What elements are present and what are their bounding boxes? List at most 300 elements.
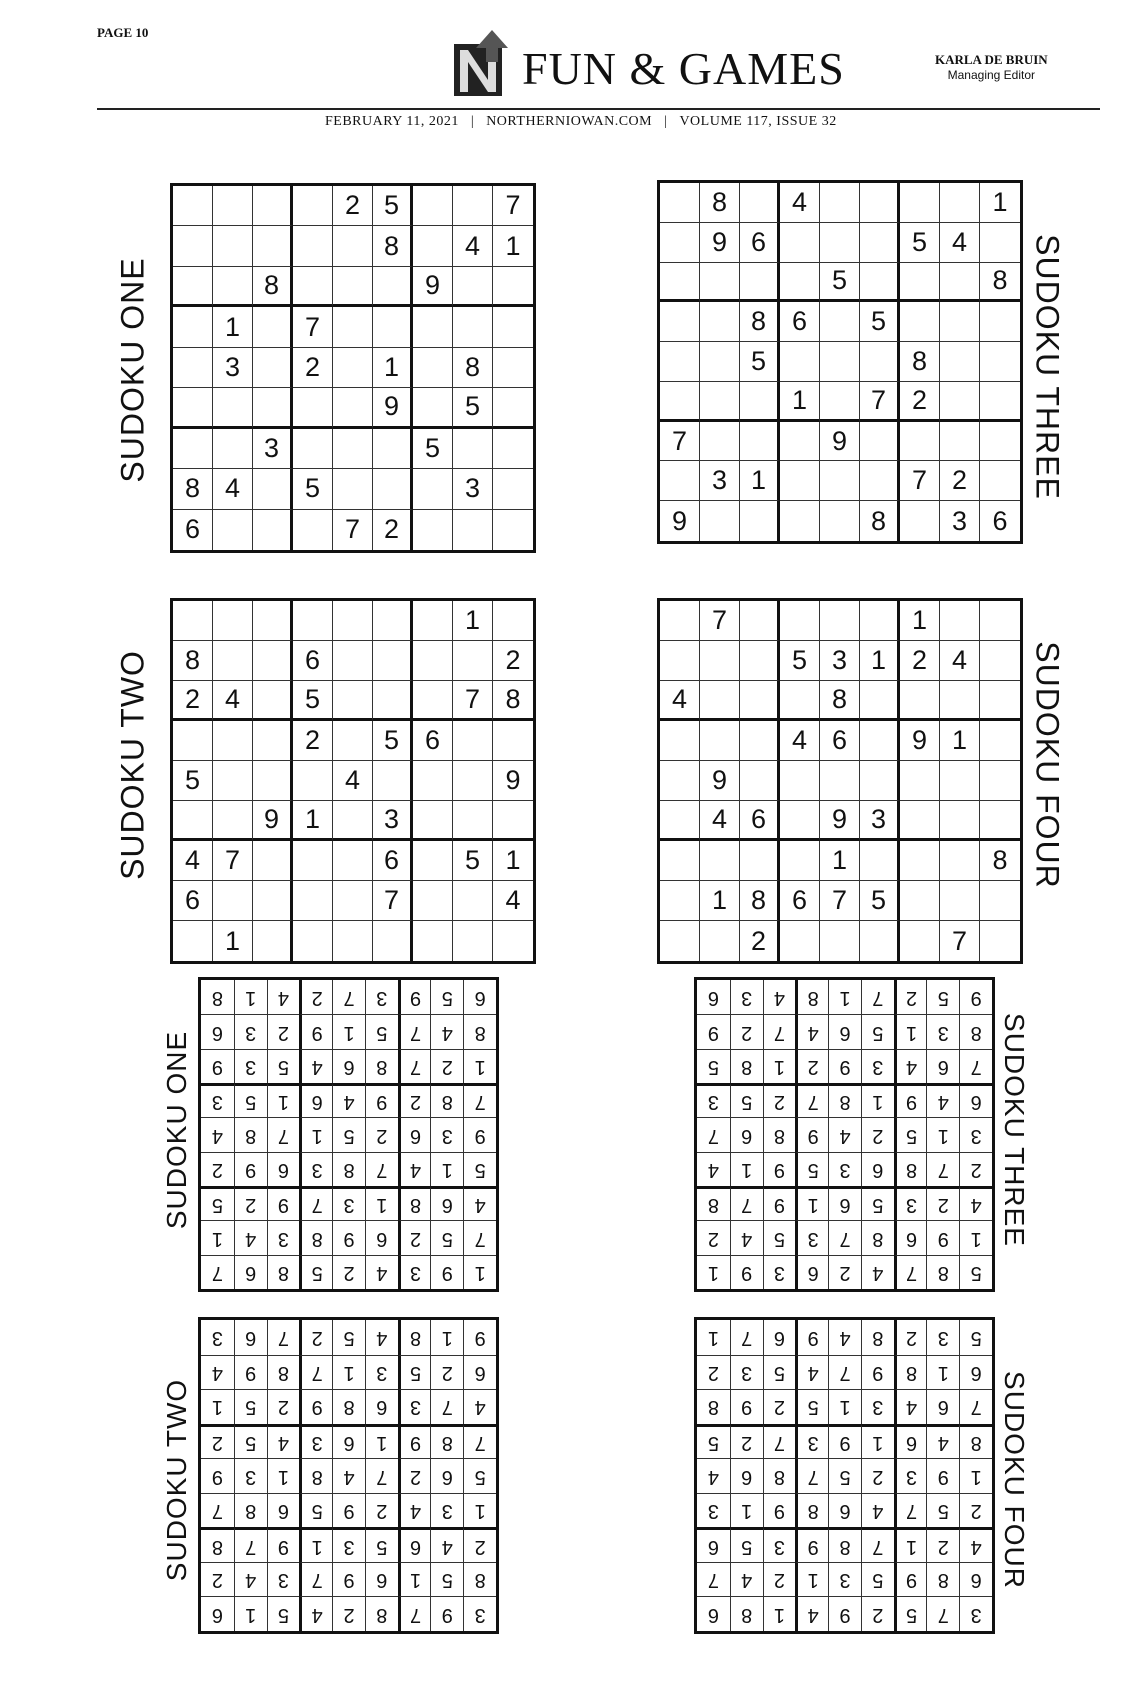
sudoku-cell[interactable]: 8 [740, 302, 780, 342]
sudoku-cell[interactable]: 8 [980, 841, 1020, 881]
sudoku-cell[interactable] [820, 223, 860, 263]
sudoku-cell[interactable] [700, 841, 740, 881]
sudoku-cell[interactable]: 7 [820, 881, 860, 921]
sudoku-cell[interactable]: 5 [373, 721, 413, 761]
sudoku-cell[interactable] [293, 388, 333, 428]
sudoku-cell[interactable] [213, 186, 253, 226]
sudoku-cell[interactable]: 1 [453, 601, 493, 641]
sudoku-cell[interactable] [493, 429, 533, 469]
sudoku-cell[interactable] [940, 881, 980, 921]
sudoku-cell[interactable]: 2 [173, 681, 213, 721]
sudoku-cell[interactable]: 4 [700, 801, 740, 841]
sudoku-cell[interactable] [780, 461, 820, 501]
sudoku-cell[interactable] [173, 721, 213, 761]
sudoku-cell[interactable]: 9 [660, 501, 700, 541]
sudoku-cell[interactable]: 2 [940, 461, 980, 501]
sudoku-cell[interactable] [900, 501, 940, 541]
sudoku-cell[interactable]: 1 [900, 601, 940, 641]
sudoku-cell[interactable] [940, 302, 980, 342]
sudoku-cell[interactable] [780, 921, 820, 961]
sudoku-cell[interactable] [293, 601, 333, 641]
sudoku-cell[interactable]: 9 [373, 388, 413, 428]
sudoku-cell[interactable] [173, 388, 213, 428]
sudoku-cell[interactable]: 6 [373, 841, 413, 881]
sudoku-cell[interactable] [333, 307, 373, 347]
sudoku-cell[interactable] [660, 841, 700, 881]
sudoku-cell[interactable]: 9 [820, 801, 860, 841]
sudoku-cell[interactable] [900, 422, 940, 462]
sudoku-cell[interactable] [293, 226, 333, 266]
sudoku-cell[interactable]: 9 [900, 721, 940, 761]
sudoku-cell[interactable]: 1 [373, 348, 413, 388]
sudoku-cell[interactable] [740, 382, 780, 422]
sudoku-cell[interactable]: 5 [900, 223, 940, 263]
sudoku-cell[interactable] [860, 342, 900, 382]
sudoku-cell[interactable] [173, 307, 213, 347]
sudoku-cell[interactable]: 7 [660, 422, 700, 462]
sudoku-cell[interactable]: 7 [373, 881, 413, 921]
sudoku-cell[interactable] [413, 841, 453, 881]
sudoku-cell[interactable]: 5 [860, 881, 900, 921]
sudoku-cell[interactable] [700, 342, 740, 382]
sudoku-cell[interactable] [413, 186, 453, 226]
sudoku-cell[interactable]: 6 [780, 881, 820, 921]
sudoku-cell[interactable] [453, 267, 493, 307]
sudoku-cell[interactable] [740, 501, 780, 541]
sudoku-cell[interactable] [373, 307, 413, 347]
sudoku-cell[interactable]: 5 [173, 761, 213, 801]
sudoku-cell[interactable] [740, 681, 780, 721]
sudoku-cell[interactable] [900, 183, 940, 223]
sudoku-cell[interactable] [373, 267, 413, 307]
sudoku-cell[interactable]: 5 [453, 388, 493, 428]
sudoku-cell[interactable]: 3 [453, 469, 493, 509]
sudoku-cell[interactable]: 6 [780, 302, 820, 342]
sudoku-cell[interactable] [333, 721, 373, 761]
sudoku-cell[interactable] [333, 348, 373, 388]
sudoku-cell[interactable] [780, 342, 820, 382]
sudoku-cell[interactable]: 9 [700, 761, 740, 801]
sudoku-cell[interactable] [493, 601, 533, 641]
sudoku-cell[interactable] [493, 921, 533, 961]
sudoku-cell[interactable] [700, 422, 740, 462]
sudoku-cell[interactable] [980, 721, 1020, 761]
sudoku-cell[interactable] [453, 307, 493, 347]
sudoku-cell[interactable] [660, 761, 700, 801]
sudoku-three-grid[interactable] [657, 180, 1023, 544]
sudoku-cell[interactable] [173, 921, 213, 961]
sudoku-cell[interactable] [820, 461, 860, 501]
sudoku-cell[interactable] [213, 510, 253, 550]
sudoku-cell[interactable]: 7 [900, 461, 940, 501]
sudoku-cell[interactable] [413, 510, 453, 550]
sudoku-cell[interactable] [213, 801, 253, 841]
sudoku-cell[interactable]: 6 [173, 881, 213, 921]
sudoku-cell[interactable] [820, 761, 860, 801]
sudoku-cell[interactable] [900, 681, 940, 721]
sudoku-cell[interactable] [493, 267, 533, 307]
sudoku-cell[interactable]: 3 [860, 801, 900, 841]
sudoku-cell[interactable]: 4 [453, 226, 493, 266]
sudoku-cell[interactable] [700, 921, 740, 961]
sudoku-cell[interactable] [253, 601, 293, 641]
sudoku-cell[interactable]: 2 [900, 641, 940, 681]
sudoku-cell[interactable] [293, 429, 333, 469]
sudoku-cell[interactable] [980, 382, 1020, 422]
sudoku-cell[interactable] [213, 267, 253, 307]
sudoku-cell[interactable] [333, 641, 373, 681]
sudoku-cell[interactable] [980, 223, 1020, 263]
sudoku-cell[interactable] [820, 342, 860, 382]
sudoku-cell[interactable]: 1 [293, 801, 333, 841]
sudoku-cell[interactable]: 4 [213, 469, 253, 509]
sudoku-cell[interactable]: 8 [253, 267, 293, 307]
sudoku-cell[interactable] [413, 469, 453, 509]
sudoku-cell[interactable] [820, 382, 860, 422]
sudoku-cell[interactable]: 9 [253, 801, 293, 841]
sudoku-cell[interactable] [293, 881, 333, 921]
sudoku-cell[interactable] [453, 186, 493, 226]
sudoku-cell[interactable]: 4 [333, 761, 373, 801]
sudoku-cell[interactable]: 3 [213, 348, 253, 388]
sudoku-cell[interactable]: 5 [453, 841, 493, 881]
sudoku-cell[interactable]: 8 [900, 342, 940, 382]
sudoku-cell[interactable] [860, 761, 900, 801]
sudoku-cell[interactable] [173, 601, 213, 641]
sudoku-cell[interactable] [700, 641, 740, 681]
sudoku-cell[interactable] [253, 307, 293, 347]
sudoku-cell[interactable] [173, 801, 213, 841]
sudoku-cell[interactable]: 4 [780, 721, 820, 761]
sudoku-cell[interactable] [660, 721, 700, 761]
sudoku-cell[interactable]: 6 [413, 721, 453, 761]
sudoku-cell[interactable] [173, 226, 213, 266]
sudoku-cell[interactable] [253, 388, 293, 428]
sudoku-cell[interactable] [333, 681, 373, 721]
sudoku-cell[interactable]: 9 [413, 267, 453, 307]
sudoku-cell[interactable] [253, 469, 293, 509]
sudoku-cell[interactable] [333, 388, 373, 428]
sudoku-cell[interactable]: 8 [493, 681, 533, 721]
sudoku-cell[interactable] [860, 921, 900, 961]
sudoku-cell[interactable] [253, 761, 293, 801]
sudoku-four-grid[interactable] [657, 598, 1023, 964]
sudoku-cell[interactable]: 8 [173, 469, 213, 509]
sudoku-cell[interactable] [253, 186, 293, 226]
sudoku-cell[interactable] [173, 267, 213, 307]
sudoku-cell[interactable]: 9 [820, 422, 860, 462]
sudoku-cell[interactable] [780, 501, 820, 541]
website[interactable]: NORTHERNIOWAN.COM [486, 114, 653, 129]
sudoku-cell[interactable] [493, 801, 533, 841]
sudoku-cell[interactable] [453, 881, 493, 921]
sudoku-cell[interactable] [740, 721, 780, 761]
sudoku-cell[interactable] [940, 263, 980, 303]
sudoku-cell[interactable] [700, 302, 740, 342]
sudoku-cell[interactable] [860, 601, 900, 641]
sudoku-cell[interactable] [860, 841, 900, 881]
sudoku-cell[interactable] [373, 601, 413, 641]
sudoku-cell[interactable] [860, 223, 900, 263]
sudoku-cell[interactable]: 3 [373, 801, 413, 841]
sudoku-cell[interactable]: 4 [213, 681, 253, 721]
sudoku-cell[interactable] [493, 510, 533, 550]
sudoku-cell[interactable]: 1 [493, 841, 533, 881]
sudoku-cell[interactable] [940, 841, 980, 881]
sudoku-cell[interactable] [780, 601, 820, 641]
sudoku-cell[interactable] [900, 881, 940, 921]
sudoku-cell[interactable]: 8 [860, 501, 900, 541]
sudoku-cell[interactable]: 1 [860, 641, 900, 681]
sudoku-cell[interactable] [940, 681, 980, 721]
sudoku-cell[interactable] [980, 761, 1020, 801]
sudoku-cell[interactable]: 2 [293, 721, 333, 761]
sudoku-cell[interactable]: 2 [900, 382, 940, 422]
sudoku-cell[interactable]: 5 [413, 429, 453, 469]
sudoku-cell[interactable] [413, 348, 453, 388]
sudoku-cell[interactable] [253, 681, 293, 721]
sudoku-cell[interactable]: 7 [940, 921, 980, 961]
sudoku-cell[interactable] [213, 429, 253, 469]
sudoku-cell[interactable]: 1 [493, 226, 533, 266]
sudoku-cell[interactable] [860, 263, 900, 303]
sudoku-cell[interactable] [900, 761, 940, 801]
sudoku-cell[interactable] [413, 601, 453, 641]
sudoku-cell[interactable]: 3 [700, 461, 740, 501]
sudoku-cell[interactable]: 8 [453, 348, 493, 388]
sudoku-cell[interactable] [660, 461, 700, 501]
sudoku-cell[interactable] [660, 641, 700, 681]
sudoku-cell[interactable] [493, 721, 533, 761]
sudoku-cell[interactable]: 5 [860, 302, 900, 342]
sudoku-cell[interactable] [173, 429, 213, 469]
sudoku-cell[interactable] [940, 761, 980, 801]
sudoku-cell[interactable]: 1 [213, 307, 253, 347]
sudoku-cell[interactable] [333, 469, 373, 509]
sudoku-cell[interactable] [940, 601, 980, 641]
sudoku-cell[interactable] [900, 263, 940, 303]
sudoku-cell[interactable] [333, 429, 373, 469]
sudoku-cell[interactable]: 4 [493, 881, 533, 921]
sudoku-cell[interactable] [900, 302, 940, 342]
sudoku-cell[interactable] [213, 226, 253, 266]
sudoku-cell[interactable]: 7 [293, 307, 333, 347]
sudoku-cell[interactable] [660, 342, 700, 382]
sudoku-cell[interactable]: 4 [940, 641, 980, 681]
sudoku-cell[interactable] [660, 801, 700, 841]
sudoku-cell[interactable]: 5 [293, 469, 333, 509]
sudoku-cell[interactable] [413, 761, 453, 801]
sudoku-cell[interactable] [293, 510, 333, 550]
sudoku-cell[interactable]: 5 [820, 263, 860, 303]
sudoku-cell[interactable] [413, 881, 453, 921]
sudoku-cell[interactable]: 8 [740, 881, 780, 921]
sudoku-cell[interactable]: 1 [820, 841, 860, 881]
sudoku-cell[interactable] [293, 267, 333, 307]
sudoku-cell[interactable]: 6 [992, 505, 1008, 536]
sudoku-cell[interactable] [373, 641, 413, 681]
sudoku-cell[interactable] [940, 342, 980, 382]
sudoku-cell[interactable] [980, 302, 1020, 342]
sudoku-cell[interactable]: 2 [740, 921, 780, 961]
sudoku-cell[interactable] [740, 422, 780, 462]
sudoku-cell[interactable] [940, 422, 980, 462]
sudoku-cell[interactable] [293, 761, 333, 801]
sudoku-cell[interactable]: 7 [493, 186, 533, 226]
sudoku-cell[interactable] [253, 641, 293, 681]
sudoku-cell[interactable]: 5 [373, 186, 413, 226]
sudoku-cell[interactable]: 2 [333, 186, 373, 226]
sudoku-cell[interactable] [253, 348, 293, 388]
sudoku-cell[interactable] [700, 501, 740, 541]
sudoku-cell[interactable] [780, 263, 820, 303]
sudoku-cell[interactable]: 6 [173, 510, 213, 550]
sudoku-cell[interactable] [940, 183, 980, 223]
sudoku-cell[interactable] [740, 841, 780, 881]
sudoku-cell[interactable]: 6 [740, 223, 780, 263]
sudoku-cell[interactable] [253, 841, 293, 881]
sudoku-cell[interactable] [453, 510, 493, 550]
sudoku-one-grid[interactable] [170, 183, 536, 553]
sudoku-cell[interactable] [253, 921, 293, 961]
sudoku-cell[interactable] [413, 226, 453, 266]
sudoku-cell[interactable] [700, 681, 740, 721]
sudoku-cell[interactable]: 8 [700, 183, 740, 223]
sudoku-cell[interactable]: 1 [700, 881, 740, 921]
sudoku-cell[interactable] [860, 721, 900, 761]
sudoku-cell[interactable] [780, 841, 820, 881]
sudoku-cell[interactable] [780, 681, 820, 721]
sudoku-cell[interactable]: 1 [740, 461, 780, 501]
sudoku-cell[interactable] [173, 186, 213, 226]
sudoku-cell[interactable] [333, 881, 373, 921]
sudoku-cell[interactable] [980, 681, 1020, 721]
sudoku-cell[interactable]: 8 [373, 226, 413, 266]
sudoku-cell[interactable] [333, 226, 373, 266]
sudoku-cell[interactable] [493, 348, 533, 388]
sudoku-cell[interactable] [780, 801, 820, 841]
sudoku-cell[interactable]: 1 [213, 921, 253, 961]
sudoku-cell[interactable] [453, 921, 493, 961]
sudoku-cell[interactable] [373, 681, 413, 721]
sudoku-cell[interactable] [860, 461, 900, 501]
sudoku-cell[interactable]: 7 [860, 382, 900, 422]
sudoku-cell[interactable] [940, 801, 980, 841]
sudoku-cell[interactable] [453, 761, 493, 801]
sudoku-cell[interactable] [980, 422, 1020, 462]
sudoku-cell[interactable]: 3 [253, 429, 293, 469]
sudoku-cell[interactable]: 8 [820, 681, 860, 721]
sudoku-cell[interactable] [333, 601, 373, 641]
sudoku-cell[interactable]: 2 [493, 641, 533, 681]
sudoku-cell[interactable] [660, 921, 700, 961]
sudoku-cell[interactable]: 1 [980, 183, 1020, 223]
sudoku-cell[interactable]: 7 [453, 681, 493, 721]
sudoku-cell[interactable] [980, 801, 1020, 841]
sudoku-cell[interactable] [940, 382, 980, 422]
sudoku-cell[interactable] [820, 921, 860, 961]
sudoku-cell[interactable] [253, 510, 293, 550]
sudoku-cell[interactable] [980, 881, 1020, 921]
sudoku-cell[interactable] [660, 223, 700, 263]
sudoku-cell[interactable] [213, 721, 253, 761]
sudoku-cell[interactable]: 5 [780, 641, 820, 681]
sudoku-cell[interactable] [900, 921, 940, 961]
sudoku-cell[interactable] [413, 921, 453, 961]
sudoku-cell[interactable]: 9 [700, 223, 740, 263]
sudoku-cell[interactable] [293, 921, 333, 961]
sudoku-cell[interactable] [373, 761, 413, 801]
sudoku-cell[interactable] [660, 881, 700, 921]
sudoku-cell[interactable] [453, 721, 493, 761]
sudoku-cell[interactable] [493, 307, 533, 347]
sudoku-cell[interactable] [980, 461, 1020, 501]
sudoku-cell[interactable] [700, 721, 740, 761]
sudoku-cell[interactable]: 5 [740, 342, 780, 382]
sudoku-cell[interactable] [740, 263, 780, 303]
sudoku-cell[interactable] [740, 183, 780, 223]
sudoku-cell[interactable] [293, 841, 333, 881]
sudoku-cell[interactable] [860, 681, 900, 721]
sudoku-cell[interactable] [213, 881, 253, 921]
sudoku-cell[interactable] [213, 641, 253, 681]
sudoku-cell[interactable] [780, 422, 820, 462]
sudoku-cell[interactable] [660, 601, 700, 641]
sudoku-cell[interactable]: 3 [820, 641, 860, 681]
sudoku-cell[interactable] [373, 429, 413, 469]
sudoku-cell[interactable] [660, 183, 700, 223]
sudoku-cell[interactable]: 7 [700, 601, 740, 641]
sudoku-cell[interactable] [860, 422, 900, 462]
sudoku-cell[interactable] [213, 601, 253, 641]
sudoku-cell[interactable]: 4 [660, 681, 700, 721]
sudoku-cell[interactable]: 8 [980, 263, 1020, 303]
sudoku-cell[interactable] [780, 223, 820, 263]
sudoku-cell[interactable]: 5 [293, 681, 333, 721]
sudoku-cell[interactable] [980, 641, 1020, 681]
sudoku-cell[interactable] [980, 342, 1020, 382]
sudoku-cell[interactable] [373, 921, 413, 961]
sudoku-cell[interactable] [493, 388, 533, 428]
sudoku-cell[interactable] [820, 302, 860, 342]
sudoku-cell[interactable] [453, 641, 493, 681]
sudoku-cell[interactable] [333, 921, 373, 961]
sudoku-cell[interactable] [413, 801, 453, 841]
sudoku-cell[interactable]: 9 [493, 761, 533, 801]
sudoku-cell[interactable]: 7 [213, 841, 253, 881]
sudoku-cell[interactable] [293, 186, 333, 226]
sudoku-cell[interactable] [900, 841, 940, 881]
sudoku-cell[interactable] [333, 841, 373, 881]
sudoku-cell[interactable]: 1 [780, 382, 820, 422]
sudoku-cell[interactable] [860, 183, 900, 223]
sudoku-cell[interactable] [493, 469, 533, 509]
sudoku-cell[interactable]: 6 [293, 641, 333, 681]
sudoku-cell[interactable] [373, 469, 413, 509]
sudoku-cell[interactable]: 6 [740, 801, 780, 841]
sudoku-cell[interactable]: 4 [173, 841, 213, 881]
sudoku-cell[interactable] [173, 348, 213, 388]
sudoku-cell[interactable] [740, 601, 780, 641]
sudoku-cell[interactable] [820, 501, 860, 541]
sudoku-cell[interactable] [413, 388, 453, 428]
sudoku-cell[interactable] [253, 226, 293, 266]
sudoku-cell[interactable]: 6 [820, 721, 860, 761]
sudoku-cell[interactable] [820, 601, 860, 641]
sudoku-two-grid[interactable] [170, 598, 536, 964]
sudoku-cell[interactable]: 1 [940, 721, 980, 761]
sudoku-cell[interactable]: 2 [373, 510, 413, 550]
